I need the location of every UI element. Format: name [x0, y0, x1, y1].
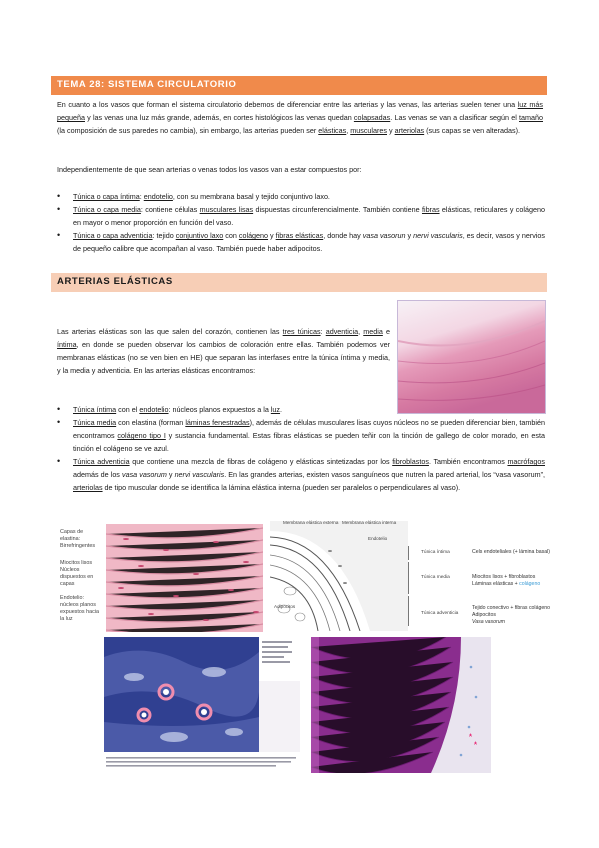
label-elastin-layers: Capas de elastina: Birrefringentes	[60, 529, 96, 549]
label-endothelium-diagram: Endotelio	[368, 536, 388, 541]
elastic-artery-paragraph: Las arterias elásticas son las que salen del corazón, contienen las tres túnicas: adventicia, media e íntima, en donde se pueden observar los cambios de coloración entre ellas. También podemos ver membranas elásticas (no se ven bien en HE) que separan las interfases entre la túnica íntima y media, y la media y adventicia. En las arterias elásticas encontramos:	[57, 327, 390, 375]
label-smooth-myocytes: Miocitos lisos Núcleos dispuestos en capas	[60, 560, 94, 587]
intima-description: Cels endoteliales (+ lámina basal)	[472, 549, 550, 555]
subsection-title: ARTERIAS ELÁSTICAS	[57, 276, 173, 287]
subsection-title-bar	[51, 273, 547, 292]
adventitia-description-2: Adipocitos	[472, 612, 496, 618]
adventitia-description-1: Tejido conectivo + fibras colágeno	[472, 605, 551, 611]
brace-adventitia	[405, 596, 409, 626]
label-endothelium: Endotelio: núcleos planos expuestos hacia la luz	[60, 595, 99, 622]
media-description-2: Láminas elásticas + colágeno	[472, 581, 541, 587]
list-item: • Túnica o capa media: contiene células musculares lisas dispuestas circunferencialmente. También contiene fibras elásticas, reticulares y colágeno en mayor o menor proporción en función del vaso.	[57, 203, 545, 229]
section-title-bar	[51, 76, 547, 95]
section-title: TEMA 28: SISTEMA CIRCULATORIO	[57, 79, 237, 90]
tunic-media-label: Túnica media	[421, 575, 450, 580]
list-item: • Túnica o capa adventicia: tejido conjuntivo laxo con colágeno y fibras elásticas, donde hay vasa vasorun y nervi vascularis, es decir, vasos y nervios de pequeño calibre que acompañan al vaso. También puede haber adipocitos.	[57, 229, 545, 255]
media-description-1: Miocitos lisos + fibroblastos	[472, 574, 536, 580]
list-item: • Túnica íntima con el endotelio: núcleos planos expuestos a la luz.	[57, 403, 545, 416]
layers-intro: Independientemente de que sean arterias o venas todos los vasos van a estar compuestos por:	[57, 165, 362, 174]
list-item: • Túnica o capa íntima: endotelio, con su membrana basal y tejido conjuntivo laxo.	[57, 190, 545, 203]
brace-media	[405, 562, 409, 594]
adventitia-description-3: Vasa vasorum	[472, 619, 505, 625]
elastic-lamellae-micrograph	[311, 637, 491, 773]
artery-wall-diagram	[270, 521, 408, 631]
vasa-vasorum-micrograph	[104, 637, 300, 773]
list-item: • Túnica media con elastina (forman láminas fenestradas), además de células musculares lisas cuyos núcleos no se pueden diferenciar bien, también encontramos colágeno tipo I y sustancia fundamental. Estas fibras elásticas se pueden teñir con la tinción de gallego de color morado, en esta tinción el colágeno se ve azul.	[57, 416, 545, 455]
intro-paragraph: En cuanto a los vasos que forman el sistema circulatorio debemos de diferenciar entre las arterias y las venas, las arterias suelen tener una luz más pequeña y las venas una luz más grande, además, en cortes histológicos las venas quedan colapsadas. Las venas se van a clasificar según el tamaño (la composición de sus paredes no cambia), sin embargo, las arterias pueden ser elásticas, musculares y arteriolas (sus capas se ven alteradas).	[57, 100, 544, 135]
label-external-membrane: Membrana elástica externa	[283, 520, 339, 525]
label-adipocytes: Adipocitos	[274, 604, 296, 609]
brace-intima	[405, 546, 409, 560]
elastic-artery-list	[57, 403, 545, 494]
tunic-list	[57, 190, 545, 255]
he-micrograph	[106, 524, 263, 632]
list-item: • Túnica adventicia que contiene una mezcla de fibras de colágeno y elásticas sintetizadas por los fibroblastos. También encontramos macrófagos además de los vasa vasorum y nervi vascularis. En las grandes arterias, existen vasos sanguíneos que nutren la pared arterial, los “vasa vasorum”, arteriolas de tipo muscular donde se identifica la lámina elástica interna (pueden ser paralelos o perpendiculares al vaso).	[57, 455, 545, 494]
tunic-adventitia-label: Túnica adventicia	[421, 611, 459, 616]
elastic-artery-micrograph	[397, 300, 546, 414]
tunic-intima-label: Túnica íntima	[421, 550, 450, 555]
label-internal-membrane: Membrana elástica interna	[342, 520, 397, 525]
